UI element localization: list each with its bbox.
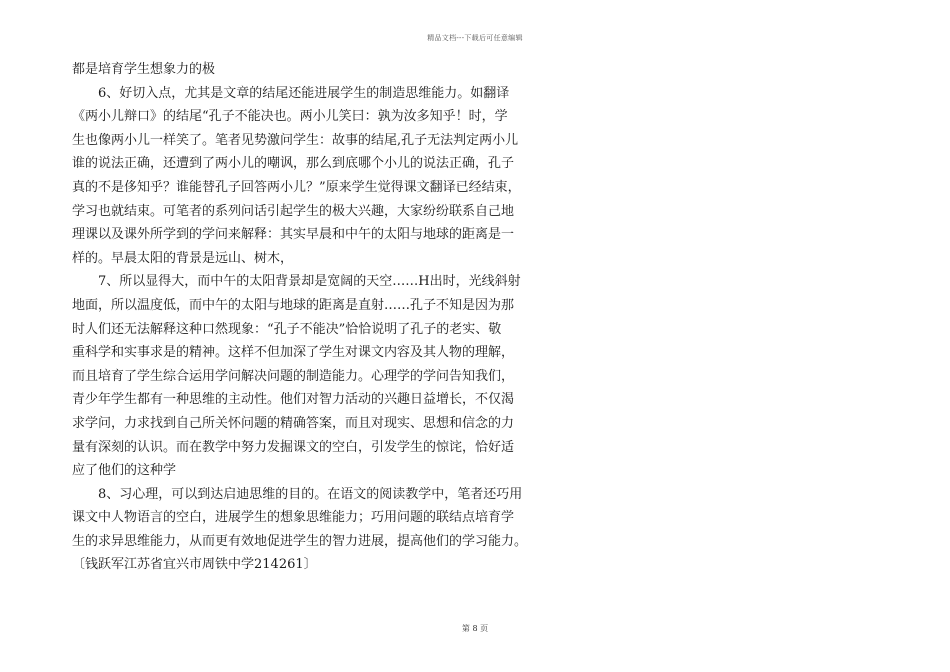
text-line: 时人们还无法解释这种口然现象：“孔子不能决”恰恰说明了孔子的老实、敬 [72,321,502,337]
text-line: 应了他们的这种学 [72,463,177,479]
text-line: 求学问，力求找到自己所关怀问题的精确答案，而且对现实、思想和信念的力 [72,415,515,431]
text-line: 地面，所以温度低，而中午的太阳与地球的距离是直射……孔子不知是因为那 [72,297,515,313]
text-line: 〔钱跃军江苏省宜兴市周铁中学214261〕 [72,557,317,573]
text-line: 生也像两小儿一样笑了。笔者见势激问学生：故事的结尾,孔子无法判定两小儿 [72,132,519,148]
page-header: 精品文档---下载后可任意编辑 [427,34,523,42]
text-line: 课文中人物语言的空白，进展学生的想象思维能力；巧用问题的联结点培育学 [72,510,515,526]
text-line: 真的不是侈知乎？谁能替孔子回答两小儿？”原来学生觉得课文翻译已经结束， [72,179,521,195]
text-line: 6、好切入点，尤其是文章的结尾还能进展学生的制造思维能力。如翻译 [98,85,510,101]
text-line: 生的求异思维能力，从而更有效地促进学生的智力进展，提高他们的学习能力。 [72,533,528,549]
document-body [72,58,528,577]
text-line: 学习也就结束。可笔者的系列问话引起学生的极大兴趣，大家纷纷联系自己地 [72,203,515,219]
text-line: 样的。早晨太阳的背景是远山、树木， [72,250,294,266]
text-line: 7、所以显得大，而中午的太阳背景却是宽阔的天空……H出时，光线斜射 [98,274,521,290]
text-line: 而且培育了学生综合运用学问解决问题的制造能力。心理学的学问告知我们， [72,368,515,384]
text-line: 谁的说法正确，还遭到了两小儿的嘲讽，那么到底哪个小儿的说法正确，孔子 [72,156,515,172]
text-line: 重科学和实事求是的精神。这样不但加深了学生对课文内容及其人物的理解， [72,345,515,361]
text-line: 青少年学生都有一种思维的主动性。他们对智力活动的兴趣日益增长，不仅渴 [72,392,515,408]
text-line: 《两小儿辩口》的结尾“孔子不能决也。两小儿笑曰：孰为汝多知乎！时，学 [72,109,508,125]
text-line: 量有深刻的认识。而在教学中努力发掘课文的空白，引发学生的惊诧，恰好适 [72,439,515,455]
text-line: 8、习心理，可以到达启迪思维的目的。在语文的阅读教学中，笔者还巧用 [98,486,523,502]
page-number: 第 8 页 [461,624,489,633]
text-line: 都是培育学生想象力的极 [72,62,216,77]
text-line: 理课以及课外所学到的学问来解释：其实早晨和中午的太阳与地球的距离是一 [72,227,515,243]
